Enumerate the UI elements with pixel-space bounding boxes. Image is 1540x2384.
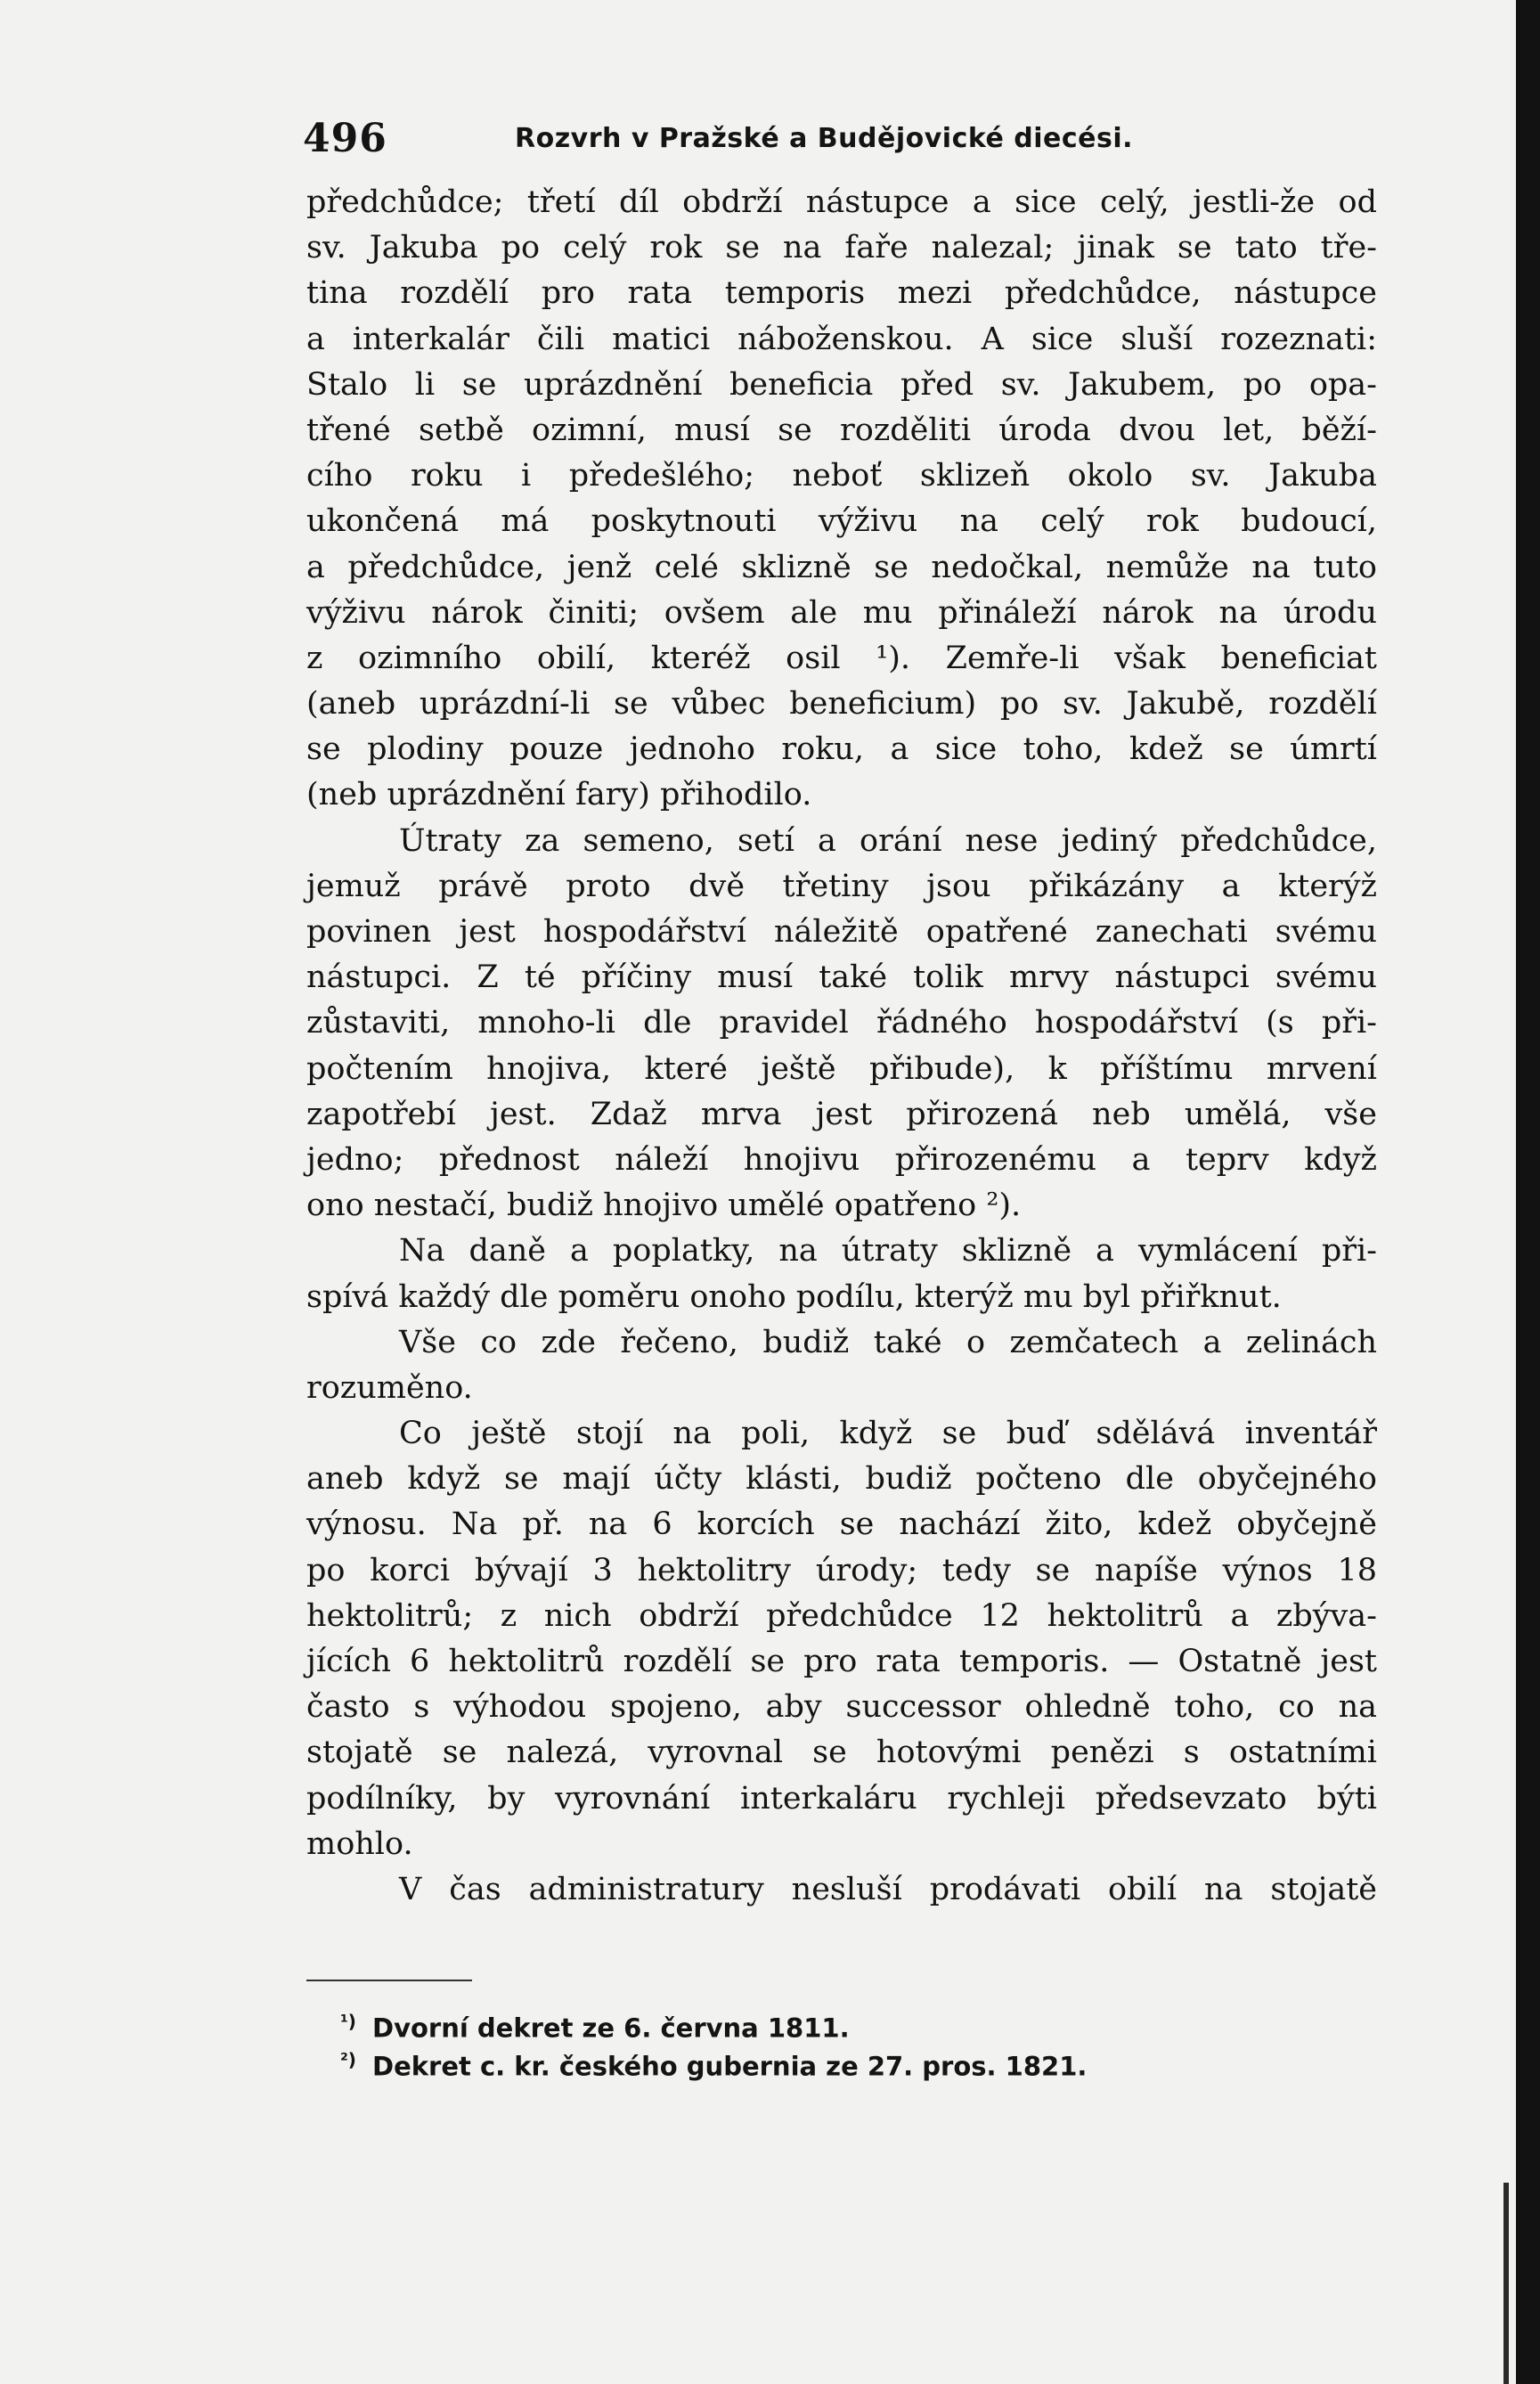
footnote-1 <box>340 2003 1087 2044</box>
page-edge-shadow <box>1516 0 1540 2384</box>
text-line: mohlo. <box>306 1825 413 1862</box>
text-line: podílníky, by vyrovnání interkaláru rychleji předsevzato býti <box>306 1780 1377 1817</box>
running-head: Rozvrh v Pražské a Budějovické diecési. <box>515 123 1134 154</box>
text-line: ukončená má poskytnouti výživu na celý rok budoucí, <box>306 503 1377 540</box>
body-text <box>306 180 1377 1913</box>
text-line: spívá každý dle poměru onoho podílu, kterýž mu byl přiřknut. <box>306 1278 1282 1315</box>
text-line: hektolitrů; z nich obdrží předchůdce 12 hektolitrů a zbýva- <box>306 1597 1377 1634</box>
text-line: se plodiny pouze jednoho roku, a sice toho, kdež se úmrtí <box>306 731 1377 768</box>
text-line: (aneb uprázdní-li se vůbec beneficium) po sv. Jakubě, rozdělí <box>306 686 1377 723</box>
text-line: předchůdce; třetí díl obdrží nástupce a sice celý, jestli-že od <box>306 184 1377 220</box>
footnotes <box>340 2003 1088 2082</box>
text-line: zůstaviti, mnoho-li dle pravidel řádného hospodářství (s při- <box>306 1005 1377 1041</box>
page-number: 496 <box>303 116 387 161</box>
text-line: povinen jest hospodářství náležitě opatřené zanechati svému <box>306 914 1377 950</box>
footnote-text: Dekret c. kr. českého gubernia ze 27. pros. 1821. <box>372 2051 1088 2082</box>
footnote-mark: ¹) <box>340 2011 356 2032</box>
text-line: Vše co zde řečeno, budiž také o zemčatech a zelinách <box>399 1324 1377 1360</box>
footnote-rule <box>306 1980 472 1981</box>
text-line: často s výhodou spojeno, aby successor ohledně toho, co na <box>306 1689 1377 1726</box>
text-line: z ozimního obilí, kteréž osil ¹). Zemře-li však beneficiat <box>306 640 1377 676</box>
text-line: stojatě se nalezá, vyrovnal se hotovými penězi s ostatními <box>306 1735 1377 1771</box>
text-line: po korci bývají 3 hektolitry úrody; tedy se napíše výnos 18 <box>306 1552 1377 1588</box>
page-header <box>303 116 1194 169</box>
text-line: nástupci. Z té příčiny musí také tolik mrvy nástupci svému <box>306 959 1377 996</box>
text-line: Útraty za semeno, setí a orání nese jediný předchůdce, <box>399 822 1377 859</box>
text-line: a předchůdce, jenž celé sklizně se nedočkal, nemůže na tuto <box>306 549 1377 585</box>
text-line: tina rozdělí pro rata temporis mezi předchůdce, nástupce <box>306 275 1377 312</box>
text-line: jedno; přednost náleží hnojivu přirozenému a teprv když <box>306 1141 1377 1178</box>
footnote-text: Dvorní dekret ze 6. června 1811. <box>372 2013 850 2044</box>
text-line: cího roku i předešlého; neboť sklizeň okolo sv. Jakuba <box>306 458 1377 494</box>
footnote-mark: ²) <box>340 2049 356 2070</box>
text-line: jemuž právě proto dvě třetiny jsou přikázány a kterýž <box>306 868 1377 904</box>
text-line: a interkalár čili matici náboženskou. A sice sluší rozeznati: <box>306 321 1377 357</box>
text-line: sv. Jakuba po celý rok se na faře nalezal; jinak se tato tře- <box>306 230 1377 266</box>
text-line: zapotřebí jest. Zdaž mrva jest přirozená neb umělá, vše <box>306 1096 1377 1132</box>
text-line: třené setbě ozimní, musí se rozděliti úroda dvou let, běží- <box>306 412 1377 448</box>
text-line: ono nestačí, budiž hnojivo umělé opatřeno ²). <box>306 1188 1022 1224</box>
footnote-2 <box>340 2041 1088 2082</box>
text-line: výnosu. Na př. na 6 korcích se nachází žito, kdež obyčejně <box>306 1506 1377 1543</box>
text-line: počtením hnojiva, které ještě přibude), k příštímu mrvení <box>306 1050 1377 1087</box>
text-line: (neb uprázdnění fary) přihodilo. <box>306 777 812 813</box>
text-line: rozuměno. <box>306 1369 473 1406</box>
text-line: aneb když se mají účty klásti, budiž počteno dle obyčejného <box>306 1461 1377 1498</box>
text-line: výživu nárok činiti; ovšem ale mu přináleží nárok na úrodu <box>306 594 1377 631</box>
page-edge-mark <box>1503 2183 1509 2384</box>
text-line: Co ještě stojí na poli, když se buď sdělává inventář <box>399 1416 1377 1452</box>
text-line: Na daně a poplatky, na útraty sklizně a vymlácení při- <box>399 1233 1377 1270</box>
text-line: jících 6 hektolitrů rozdělí se pro rata temporis. — Ostatně jest <box>306 1644 1377 1679</box>
text-line: Stalo li se uprázdnění beneficia před sv. Jakubem, po opa- <box>306 366 1377 403</box>
text-line: V čas administratury nesluší prodávati obilí na stojatě <box>399 1871 1377 1907</box>
